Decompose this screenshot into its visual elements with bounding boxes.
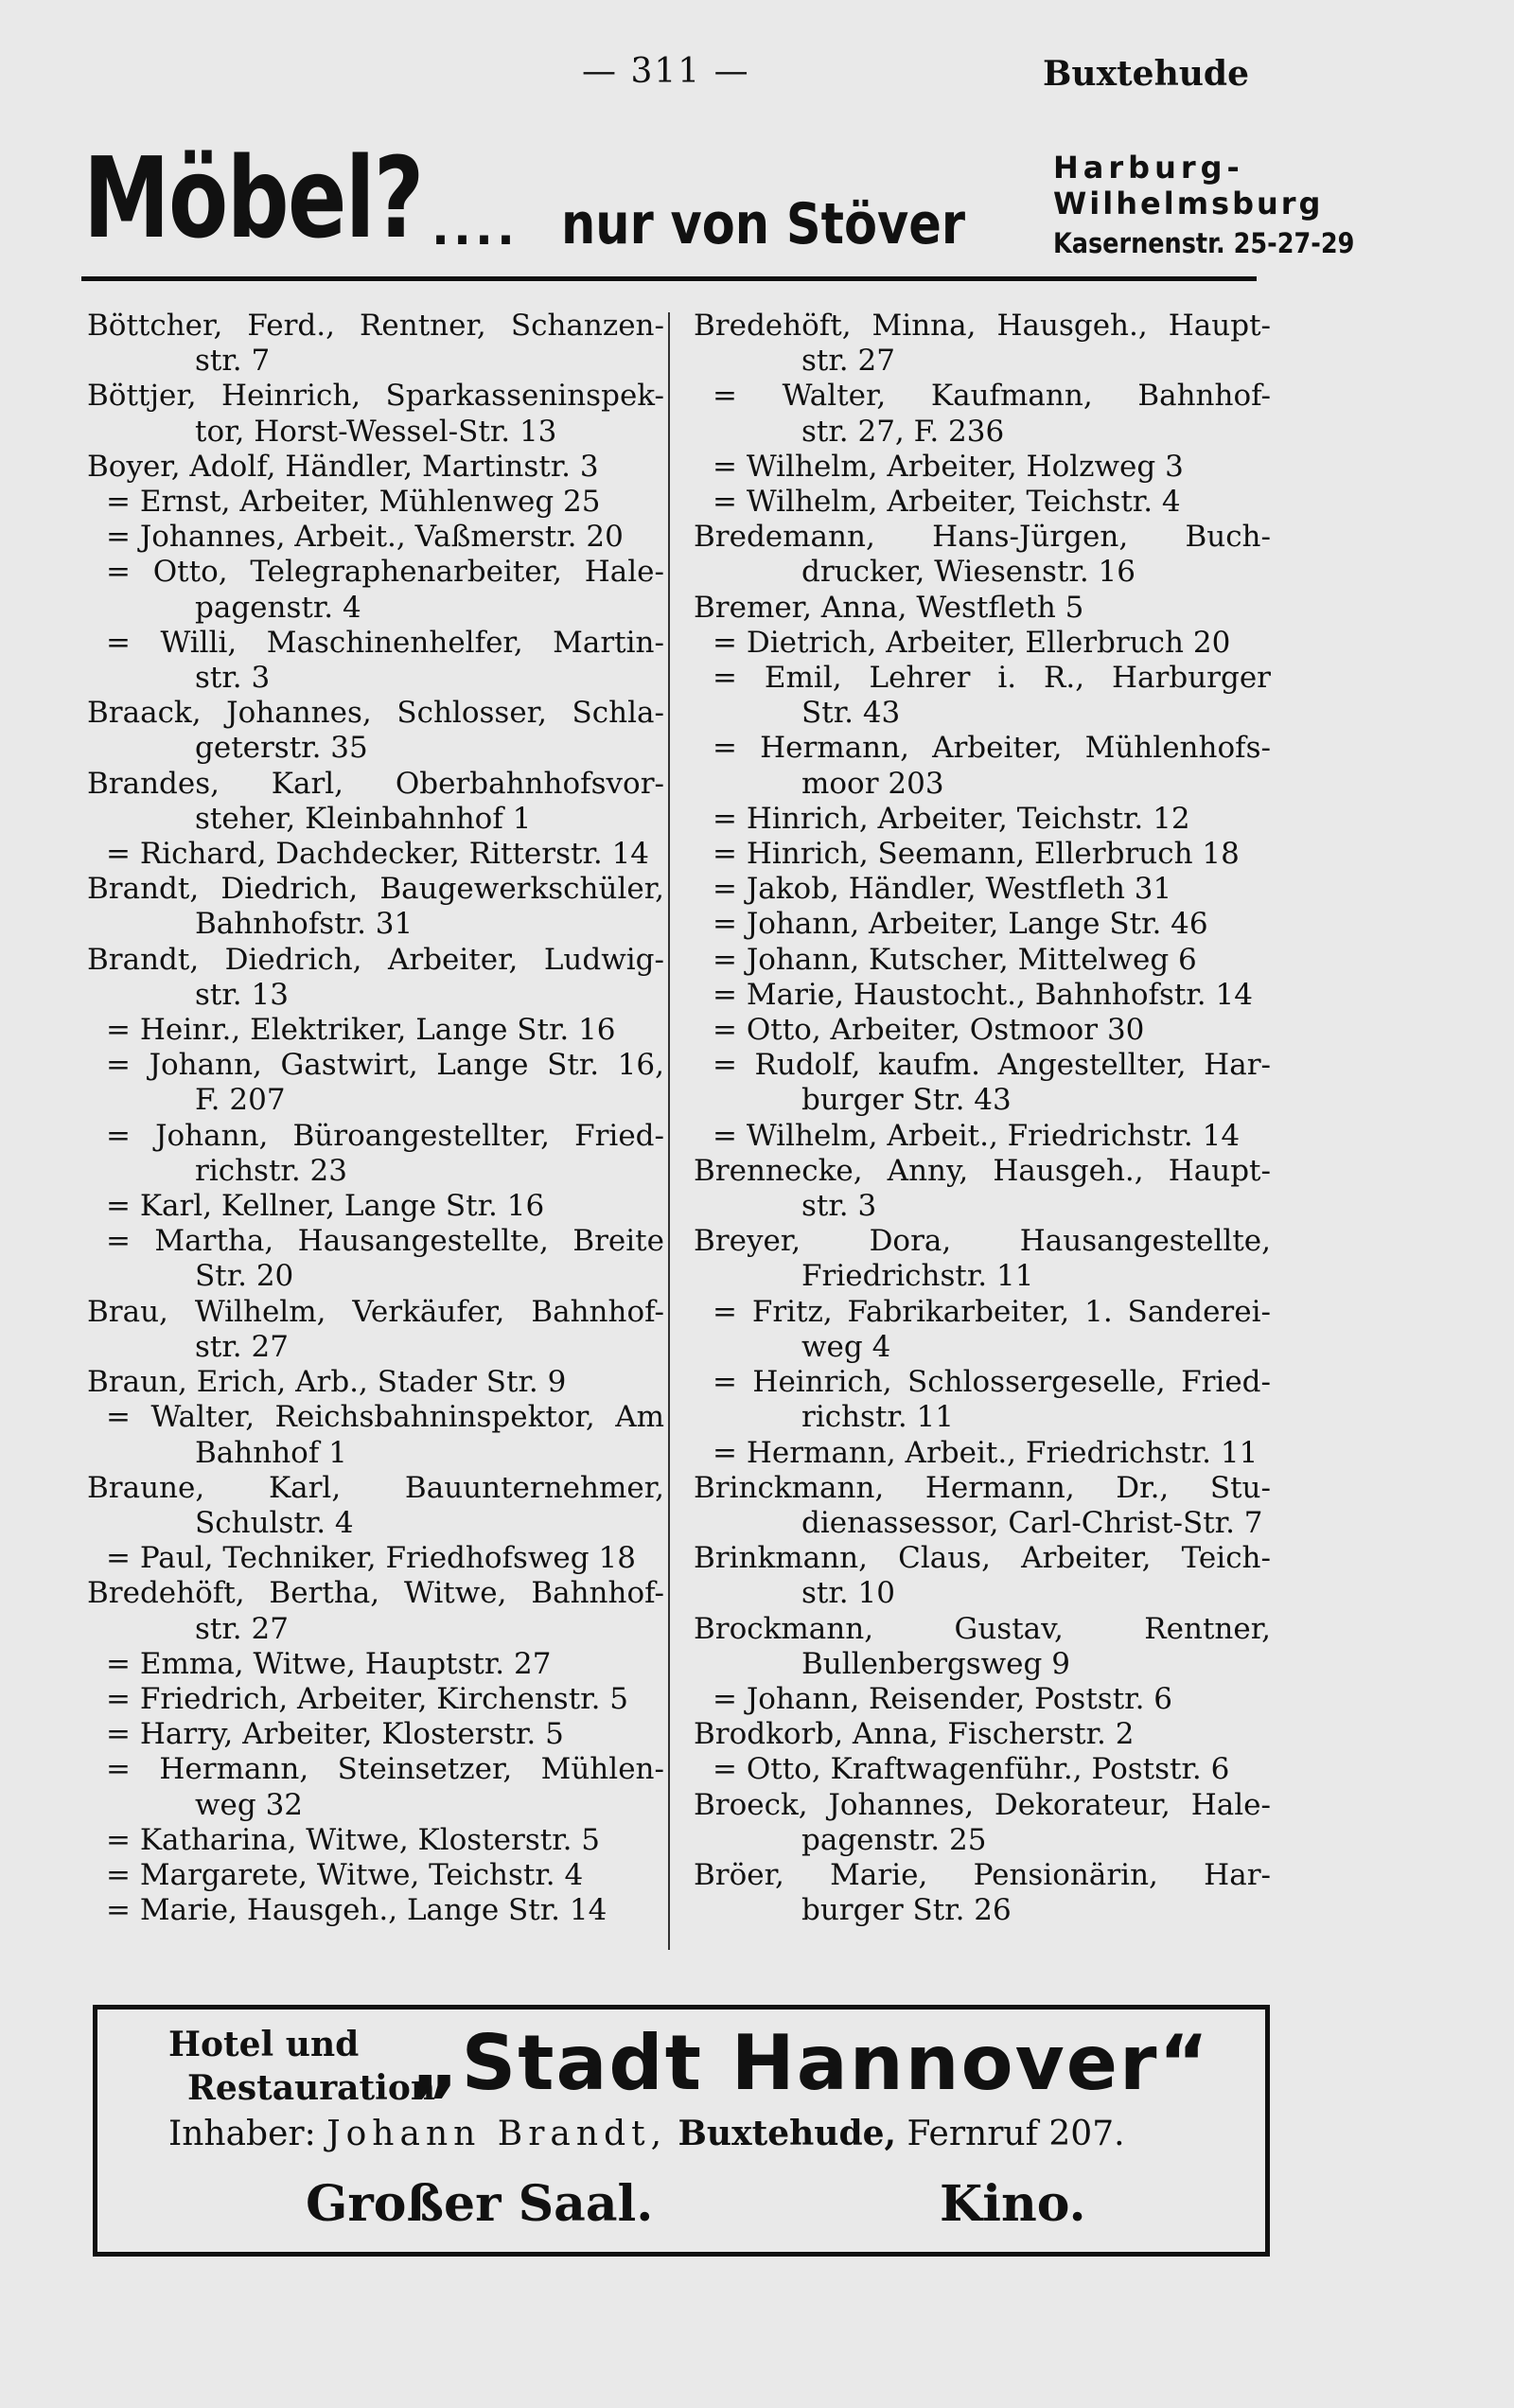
entry-line: = Johann, Kutscher, Mittelweg 6 [694, 943, 1271, 978]
entry-line: = Friedrich, Arbeiter, Kirchenstr. 5 [87, 1682, 664, 1717]
directory-entry [87, 450, 664, 485]
directory-entry [694, 1224, 1271, 1294]
directory-entry [87, 1576, 664, 1646]
entry-line: = Otto, Arbeiter, Ostmoor 30 [694, 1013, 1271, 1048]
entry-line: = Johann, Arbeiter, Lange Str. 46 [694, 907, 1271, 942]
entry-line: Brinckmann, Hermann, Dr., Stu- [694, 1470, 1271, 1505]
entry-line: = Hermann, Arbeiter, Mühlenhofs- [694, 731, 1271, 766]
entry-line: Bröer, Marie, Pensionärin, Har- [694, 1857, 1271, 1892]
entry-line: Brandes, Karl, Oberbahnhofsvor- [87, 766, 664, 801]
entry-line: = Richard, Dachdecker, Ritterstr. 14 [87, 837, 664, 872]
entry-continuation: str. 13 [195, 977, 289, 1012]
directory-entry [87, 1823, 664, 1858]
entry-line: Brandt, Diedrich, Arbeiter, Ludwig- [87, 942, 664, 977]
directory-entry [87, 1295, 664, 1365]
page-number: — 311 — [582, 52, 750, 91]
directory-entry [87, 1893, 664, 1928]
directory-entry [87, 520, 664, 555]
entry-continuation: Bahnhofstr. 31 [195, 907, 414, 942]
directory-entry [694, 978, 1271, 1013]
entry-line: = Hinrich, Seemann, Ellerbruch 18 [694, 837, 1271, 872]
directory-entry [87, 555, 664, 625]
entry-line: = Ernst, Arbeiter, Mühlenweg 25 [87, 485, 664, 520]
entry-line: = Walter, Reichsbahninspektor, Am [87, 1400, 664, 1435]
directory-entry [87, 1717, 664, 1752]
ad-city-harburg: Harburg- [1053, 150, 1244, 186]
directory-entry [87, 1471, 664, 1541]
hotel-name: „Stadt Hannover“ [410, 2019, 1211, 2107]
directory-entry [694, 1048, 1271, 1118]
entry-line: = Heinr., Elektriker, Lange Str. 16 [87, 1013, 664, 1048]
entry-continuation: F. 207 [195, 1083, 286, 1118]
entry-line: = Martha, Hausangestellte, Breite [87, 1224, 664, 1259]
entry-continuation: geterstr. 35 [195, 731, 368, 766]
entry-line: = Marie, Hausgeh., Lange Str. 14 [87, 1893, 664, 1928]
directory-entry [87, 1858, 664, 1893]
directory-entry [694, 943, 1271, 978]
entry-continuation: dienassessor, Carl-Christ-Str. 7 [801, 1505, 1263, 1540]
ad-headline: Möbel? [83, 133, 423, 263]
entry-line: = Johann, Büroangestellter, Fried- [87, 1119, 664, 1154]
entry-continuation: str. 27 [195, 1329, 289, 1364]
entry-line: = Harry, Arbeiter, Klosterstr. 5 [87, 1717, 664, 1752]
directory-entry [694, 1752, 1271, 1787]
directory-entry [87, 1189, 664, 1224]
entry-line: = Emma, Witwe, Hauptstr. 27 [87, 1647, 664, 1682]
directory-entry [87, 626, 664, 696]
entry-continuation: Bahnhof 1 [195, 1435, 347, 1470]
entry-line: = Margarete, Witwe, Teichstr. 4 [87, 1858, 664, 1893]
directory-entry [87, 1400, 664, 1470]
entry-line: Braack, Johannes, Schlosser, Schla- [87, 696, 664, 731]
entry-line: Bredehöft, Minna, Hausgeh., Haupt- [694, 309, 1271, 343]
entry-line: = Paul, Techniker, Friedhofsweg 18 [87, 1541, 664, 1576]
entry-line: = Emil, Lehrer i. R., Harburger [694, 661, 1271, 696]
entry-line: = Willi, Maschinenhelfer, Martin- [87, 626, 664, 661]
entry-line: Braune, Karl, Bauunternehmer, [87, 1470, 664, 1505]
hotel-label: Hotel und [168, 2025, 360, 2064]
entry-line: = Wilhelm, Arbeiter, Holzweg 3 [694, 450, 1271, 485]
entry-line: Böttjer, Heinrich, Sparkasseninspek- [87, 379, 664, 414]
ad-city-wilhelmsburg: Wilhelmsburg [1053, 186, 1324, 221]
entry-line: = Johann, Gastwirt, Lange Str. 16, [87, 1048, 664, 1083]
directory-entry [694, 626, 1271, 661]
column-divider [668, 312, 670, 1950]
entry-line: Brennecke, Anny, Hausgeh., Haupt- [694, 1153, 1271, 1188]
entry-line: = Dietrich, Arbeiter, Ellerbruch 20 [694, 626, 1271, 661]
directory-entry [694, 1119, 1271, 1154]
directory-entry [694, 1471, 1271, 1541]
entry-line: = Walter, Kaufmann, Bahnhof- [694, 379, 1271, 414]
entry-continuation: richstr. 23 [195, 1153, 347, 1188]
entry-continuation: moor 203 [801, 766, 944, 801]
directory-entry [87, 1752, 664, 1822]
right-column [694, 309, 1271, 1928]
entry-line: Braun, Erich, Arb., Stader Str. 9 [87, 1365, 567, 1400]
restaurant-label: Restauration [187, 2068, 436, 2108]
ad-address: Kasernenstr. 25-27-29 [1053, 227, 1355, 259]
directory-entry [87, 1224, 664, 1294]
directory-entry [87, 767, 664, 837]
directory-entry [87, 309, 664, 379]
entry-line: = Hermann, Steinsetzer, Mühlen- [87, 1752, 664, 1787]
directory-entry [694, 379, 1271, 449]
directory-entry [694, 309, 1271, 379]
entry-continuation: Str. 43 [801, 696, 901, 731]
directory-entry [694, 450, 1271, 485]
directory-entry [87, 1119, 664, 1189]
entry-continuation: Friedrichstr. 11 [801, 1259, 1034, 1294]
entry-line: Brandt, Diedrich, Baugewerkschüler, [87, 872, 664, 907]
directory-entry [87, 1541, 664, 1576]
entry-line: = Hermann, Arbeit., Friedrichstr. 11 [694, 1436, 1271, 1471]
hotel-advertisement [93, 2005, 1270, 2257]
directory-entry [694, 1013, 1271, 1048]
directory-entry [694, 485, 1271, 520]
entry-line: Broeck, Johannes, Dekorateur, Hale- [694, 1787, 1271, 1822]
directory-entry [694, 1788, 1271, 1858]
directory-entry [87, 872, 664, 942]
entry-continuation: burger Str. 26 [801, 1893, 1012, 1928]
entry-continuation: richstr. 11 [801, 1400, 954, 1435]
entry-continuation: str. 27 [195, 1611, 289, 1646]
directory-entry [694, 1436, 1271, 1471]
entry-continuation: Schulstr. 4 [195, 1505, 354, 1540]
directory-entry [694, 1154, 1271, 1224]
entry-continuation: weg 4 [801, 1329, 891, 1364]
entry-line: Brau, Wilhelm, Verkäufer, Bahnhof- [87, 1294, 664, 1329]
directory-entry [87, 696, 664, 766]
entry-line: Bredemann, Hans-Jürgen, Buch- [694, 520, 1271, 555]
entry-line: = Fritz, Fabrikarbeiter, 1. Sanderei- [694, 1295, 1271, 1330]
directory-entry [87, 1365, 664, 1400]
entry-continuation: pagenstr. 25 [801, 1822, 987, 1857]
page-header [85, 52, 1249, 99]
entry-line: = Hinrich, Arbeiter, Teichstr. 12 [694, 802, 1271, 837]
entry-line: = Johannes, Arbeit., Vaßmerstr. 20 [87, 520, 664, 555]
directory-entry [87, 1647, 664, 1682]
entry-line: Breyer, Dora, Hausangestellte, [694, 1224, 1271, 1259]
directory-entry [694, 731, 1271, 801]
ad-tagline: nur von Stöver [561, 191, 966, 257]
entry-line: = Katharina, Witwe, Klosterstr. 5 [87, 1823, 664, 1858]
entry-continuation: str. 10 [801, 1576, 895, 1611]
moebel-advertisement [83, 133, 1355, 270]
entry-line: = Marie, Haustocht., Bahnhofstr. 14 [694, 978, 1271, 1013]
entry-line: Böttcher, Ferd., Rentner, Schanzen- [87, 309, 664, 343]
entry-line: = Wilhelm, Arbeiter, Teichstr. 4 [694, 485, 1271, 520]
entry-continuation: Bullenbergsweg 9 [801, 1646, 1070, 1681]
directory-entry [694, 520, 1271, 590]
entry-continuation: str. 27 [801, 344, 895, 379]
directory-entry [87, 837, 664, 872]
entry-line: = Wilhelm, Arbeit., Friedrichstr. 14 [694, 1119, 1271, 1154]
hall-label: Großer Saal. [306, 2175, 654, 2233]
directory-entry [694, 872, 1271, 907]
entry-line: Brinkmann, Claus, Arbeiter, Teich- [694, 1541, 1271, 1576]
directory-entry [87, 1682, 664, 1717]
entry-line: Brodkorb, Anna, Fischerstr. 2 [694, 1717, 1135, 1752]
directory-entry [87, 485, 664, 520]
left-column [87, 309, 664, 1928]
running-head-town: Buxtehude [1042, 54, 1249, 94]
directory-entry [694, 907, 1271, 942]
entry-continuation: str. 3 [195, 661, 271, 696]
directory-entry [694, 802, 1271, 837]
entry-line: Brockmann, Gustav, Rentner, [694, 1611, 1271, 1646]
directory-entry [694, 1682, 1271, 1717]
owner-name: Johann Brandt, [326, 2115, 668, 2153]
entry-continuation: Str. 20 [195, 1259, 294, 1294]
entry-line: = Karl, Kellner, Lange Str. 16 [87, 1189, 664, 1224]
entry-line: = Heinrich, Schlossergeselle, Fried- [694, 1365, 1271, 1400]
directory-entry [87, 379, 664, 449]
directory-entry [87, 1048, 664, 1118]
header-rule [81, 276, 1257, 281]
entry-continuation: tor, Horst-Wessel-Str. 13 [195, 414, 557, 449]
entry-continuation: steher, Kleinbahnhof 1 [195, 801, 532, 836]
owner-line [168, 2114, 1125, 2153]
owner-town: Buxtehude, [678, 2114, 897, 2153]
directory-entry [694, 1858, 1271, 1928]
entry-continuation: burger Str. 43 [801, 1083, 1012, 1118]
phone-number: Fernruf 207. [907, 2115, 1125, 2153]
entry-continuation: str. 27, F. 236 [801, 414, 1005, 449]
directory-entry [694, 1365, 1271, 1435]
directory-entry [87, 943, 664, 1013]
directory-entry [694, 591, 1271, 626]
directory-entry [694, 661, 1271, 731]
directory-entry [694, 1717, 1271, 1752]
entry-line: = Otto, Telegraphenarbeiter, Hale- [87, 555, 664, 590]
directory-entry [694, 1295, 1271, 1365]
cinema-label: Kino. [940, 2175, 1086, 2233]
entry-line: = Otto, Kraftwagenführ., Poststr. 6 [694, 1752, 1271, 1787]
entry-continuation: weg 32 [195, 1787, 304, 1822]
directory-entry [694, 1612, 1271, 1682]
ad-dots: .... [431, 201, 519, 256]
entry-line: = Rudolf, kaufm. Angestellter, Har- [694, 1048, 1271, 1083]
directory-entry [87, 1013, 664, 1048]
entry-continuation: str. 3 [801, 1189, 877, 1224]
entry-line: Boyer, Adolf, Händler, Martinstr. 3 [87, 449, 599, 484]
entry-line: Bremer, Anna, Westfleth 5 [694, 590, 1084, 625]
entry-continuation: pagenstr. 4 [195, 590, 361, 625]
owner-label: Inhaber: [168, 2115, 316, 2153]
directory-entry [694, 1541, 1271, 1611]
directory-entry [694, 837, 1271, 872]
entry-continuation: str. 7 [195, 344, 271, 379]
entry-line: = Johann, Reisender, Poststr. 6 [694, 1682, 1271, 1717]
entry-continuation: drucker, Wiesenstr. 16 [801, 555, 1136, 590]
entry-line: Bredehöft, Bertha, Witwe, Bahnhof- [87, 1576, 664, 1611]
entry-line: = Jakob, Händler, Westfleth 31 [694, 872, 1271, 907]
